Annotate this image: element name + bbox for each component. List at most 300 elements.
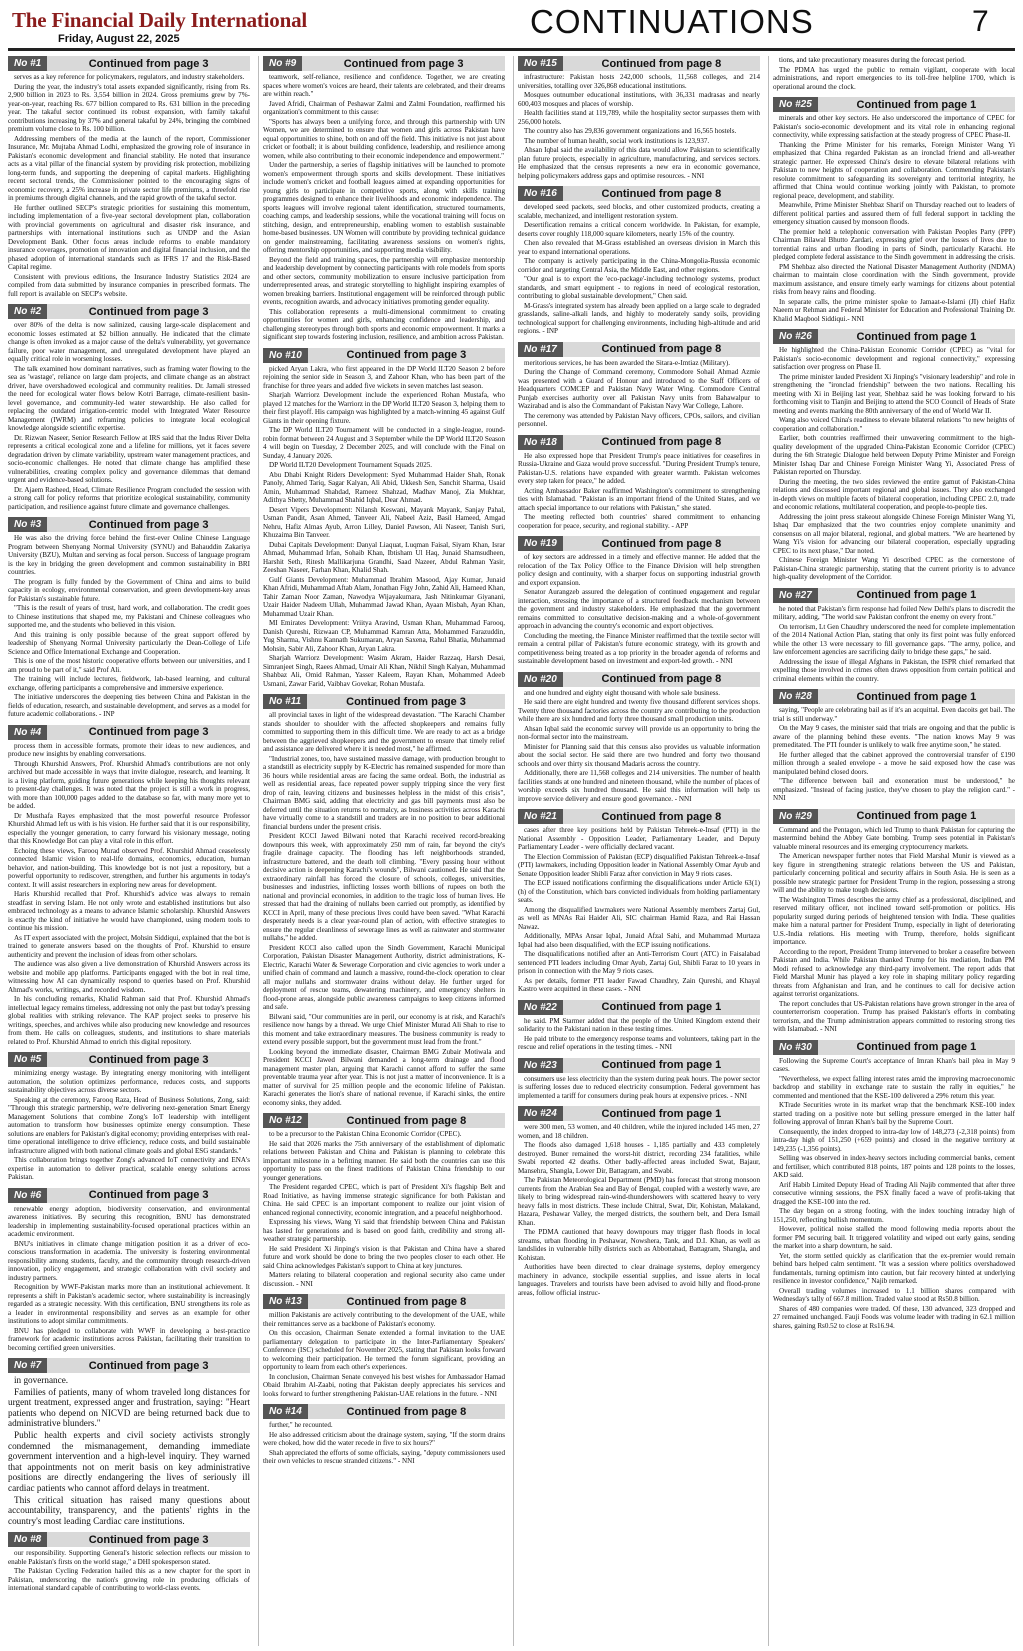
continued-from-label: Continued from page 1 (856, 810, 977, 822)
article-paragraph: He was also the driving force behind the first-ever Online Chinese Language Program between Shenyang Normal University (SYNU) and Bahauddin Zakariya University (BZU), Multan and serving as focal person. Success of language program is the key in bridging the green development and common sustainability in BRI countries. (8, 534, 250, 576)
article (263, 1113, 505, 1289)
article-paragraph: "Our goal is to export the 'eco-package'-including technology systems, product standards, and smart equipment - to regions in need of ecological restoration, contributing to global sustainable development," Chen said. (518, 275, 760, 300)
article-body (8, 742, 250, 1047)
article-paragraph: cases after three key positions held by Pakistan Tehreek-e-Insaf (PTI) in the National Assembly - Opposition Leader, Parliamentary Leader, and Deputy Parliamentary Leader - were officially declared vacant. (518, 826, 760, 851)
article-paragraph: BNU has pledged to collaborate with WWF in developing a best-practice framework for academic institutions across Pakistan, facilitating their transition to becoming certified green universities. (8, 1326, 250, 1352)
article-paragraph: In his concluding remarks, Khalid Rahman said that Prof. Khurshid Ahmad's intellectual legacy remains timeless, addressing not only the past but today's pressing global realities with striking relevance. The KAP project seeks to preserve his writings, speeches, and archives while also producing new knowledge and resources from them. He calls on colleagues, students, and institutions to share materials related to Prof. Khurshid Ahmad to enrich this digital repository. (8, 995, 250, 1046)
article-number-tag: No #17 (518, 342, 563, 357)
article-paragraph: Following the Supreme Court's acceptance of Imran Khan's bail plea in May 9 cases. (773, 1056, 1015, 1073)
article-paragraph: He said there are eight hundred and twenty five thousand different services shops. Twenty three thousand factories across the country are contributing to the production while there are six hundred and forty three thousand small production units. (518, 698, 760, 723)
article-paragraph: "This is the result of years of trust, hard work, and collaboration. The credit goes to Chinese institutions that shaped me, my Pakistani and Chinese colleagues who supported me, and the students who believed in this vision. (8, 604, 250, 629)
article-number-tag: No #18 (518, 435, 563, 450)
article-paragraph: Consistent with previous editions, the Insurance Industry Statistics 2024 are compiled from data submitted by insurance companies in prescribed formats. The full report is available on SECP's website. (8, 272, 250, 298)
article (8, 517, 250, 720)
article-header (518, 342, 760, 357)
article-paragraph: He also expressed hope that President Trump's peace initiatives for ceasefires in Russia-Ukraine and Gaza would prove successful. "During President Trump's tenure, Pakistan-U.S. relations have expanded with greater warmth. Pakistan welcomes every step taken for peace," he added. (518, 451, 760, 485)
article-number-tag: No #27 (773, 588, 818, 603)
article (518, 186, 760, 337)
article-paragraph: He further outlined SECP's strategic priorities for sustaining this momentum, including implementation of a five-year sectoral development plan, collaboration with provincial governments on agricultural and disaster risk insurance, and partnerships with international institutions such as UNDP and the Asian Development Bank. Other focus areas include reforms to enable mandatory insurance coverages, promotion of innovation and digital financial inclusion, and the phased adoption of international standards such as IFRS 17 and the Risk-Based Capital regime. (8, 203, 250, 271)
article-columns (8, 56, 1015, 1646)
continued-from-label: Continued from page 1 (856, 98, 977, 111)
article (773, 689, 1015, 804)
article-header (773, 1040, 1015, 1055)
article-paragraph: consumers use less electricity than the system during peak hours. The power sector is suffering losses due to reduced electricity consumption. Federal government has implemented a tariff for consumers during peak hours at expensive prices. - NNI (518, 1074, 760, 1100)
article-number-tag: No #15 (518, 56, 563, 71)
continued-from-label: Continued from page 3 (88, 1533, 209, 1546)
article-paragraph: Shah appreciated the efforts of some officials, saying, "deputy commissioners used their own vehicles to rescue stranded citizens." - NNI (263, 1448, 505, 1465)
article-paragraph: The PDMA cautioned that heavy downpours may trigger flash floods in local streams, urban flooding in Peshawar, Nowshera, Tank, and D.I. Khan, as well as landslides in vulnerable hilly districts such as Abbottabad, Battagram, Shangla, and Kohistan. (518, 1228, 760, 1262)
continued-from-label: Continued from page 3 (88, 57, 209, 70)
continued-from-label: Continued from page 3 (346, 695, 466, 708)
continued-from-label: Continued from page 1 (856, 690, 977, 703)
article-paragraph: Additionally, MPAs Ansar Iqbal, Junaid Afzal Sahi, and Muhammad Murtaza Iqbal had also been disqualified, with the ECP issuing notifications. (518, 932, 760, 949)
article-paragraph: Ahsan Iqbal said the economic survey will provide us an opportunity to bring the non-formal sector into the mainstream. (518, 724, 760, 741)
article-paragraph: were 300 men, 53 women, and 40 children, while the injured included 145 men, 27 women, and 18 children. (518, 1123, 760, 1140)
article-paragraph: Thanking the Prime Minister for his remarks, Foreign Minister Wang Yi emphasized that China regarded Pakistan as an ironclad friend and all-weather strategic partner. He expressed China's desire to elevate bilateral relations with Pakistan to new heights of cooperation and collaboration. Commending Pakistan's resolute commitment to safeguarding its sovereignty and territorial integrity, he affirmed that China would continue working jointly with Pakistan, to promote regional peace, development, and stability. (773, 140, 1015, 200)
article-paragraph: On this occasion, Chairman Senate extended a formal invitation to the UAE parliamentary delegation to participate in the Inter-Parliamentary Speakers' Conference (ISC) scheduled for November 2025, stating that Pakistan looks forward to welcoming their participation. He termed the forum significant, providing an opportunity to learn from each other's experiences. (263, 1329, 505, 1371)
article-number-tag: No #25 (773, 97, 818, 112)
article-paragraph: The company is actively participating in the China-Mongolia-Russia economic corridor and targeting Central Asia, the Middle East, and other regions. (518, 257, 760, 274)
article-number-tag: No #4 (8, 725, 47, 740)
article-header (8, 1358, 250, 1373)
article (263, 1294, 505, 1399)
article-number-tag: No #6 (8, 1188, 47, 1203)
article-paragraph: in governance. (14, 1375, 69, 1385)
article-paragraph: DP World ILT20 Development Tournament Squads 2025. (269, 461, 433, 469)
article-paragraph: Speaking at the ceremony, Farooq Raza, Head of Business Solutions, Zong, said: "Through this strategic partnership, we're delivering next-generation Smart Energy Management Solutions that combine Zong's IoT leadership with intelligent automation to transform how businesses optimize energy consumption. These solutions are enablers for Pakistan's digital economy; providing enterprises with real-time operational intelligence to drive efficiency, reduce costs, and build sustainable infrastructure aligned with both national climate goals and global ESG standards." (8, 1095, 250, 1155)
article-paragraph: During the Change of Command ceremony, Commodore Sohail Ahmad Azmie was presented with a Guard of Honour and introduced to the Staff Officers of Headquarters COMCEP and Pakistan Navy Water Wing. Commodore Central Punjab exercises authority over all Pakistan Navy units from Bahawalpur to Wazirabad and is also the Commandant of Pakistan Navy War College, Lahore. (518, 368, 760, 410)
article-paragraph: "Industrial zones, too, have sustained massive damage, with production brought to a standstill as electricity supply by K-Electric has remained suspended for more than 36 hours while residential areas are facing the same ordeal. Both, the industrial as well as residential areas, face repeated power supply tripping since the very first drop of rain, leaving citizens and businesses helpless in the midst of this crisis", Chairman BMG said, adding that electricity and gas bill payments must also be deferred until the situation returns to normalcy, as business activities across Karachi have virtually come to a standstill and traders are in no position to bear additional financial burdens under the present crisis. (263, 754, 505, 831)
masthead (0, 0, 1023, 48)
article-paragraph: Bilwani said, "Our communities are in peril, our economy is at risk, and Karachi's resilience now hangs by a thread. We urge Chief Minister Murad Ali Shah to rise to this moment and take extraordinary measures. The business community is ready to extend every possible support, but the government must lead from the front." (263, 1012, 505, 1046)
article-number-tag: No #22 (518, 1000, 563, 1015)
article-paragraph: over 80% of the delta is now salinized, causing large-scale displacement and economic losses estimated at $2 billion annually. He indicated that the climate change is often invoked as a major cause of the delta's vulnerability, yet governance failure, poor water management, and unregulated development have played an equally critical role in worsening losses. (8, 321, 250, 363)
article-paragraph: Mosques outnumber educational institutions, with 36,331 madrasas and nearly 600,403 mosques and places of worship. (518, 91, 760, 108)
article-number-tag: No #29 (773, 809, 818, 824)
continued-from-label: Continued from page 3 (88, 1053, 209, 1066)
article (8, 725, 250, 1048)
column-1 (8, 56, 250, 1646)
article-header (263, 1294, 505, 1309)
article (8, 56, 250, 299)
article-paragraph: minerals and other key sectors. He also underscored the importance of CPEC for Pakistan's socio-economic development and its vital role in enhancing regional connectivity, while expressing satisfaction at the steady progress of CPEC Phase-II. (773, 114, 1015, 139)
article-number-tag: No #2 (8, 304, 47, 319)
article-header (773, 809, 1015, 824)
continued-from-label: Continued from page 1 (601, 1059, 722, 1071)
article-number-tag: No #13 (263, 1294, 308, 1309)
article-paragraph: This collaboration represents a multi-dimensional commitment to creating opportunities for women and girls, enhancing confidence and leadership, and challenging stereotypes through both sports and economic empowerment. It marks a significant step towards fostering inclusion, resilience, and ambition across Pakistan. (263, 307, 505, 341)
article-header (263, 56, 505, 71)
article-paragraph: Yet, the storm settled quickly as clarification that the ex-premier would remain behind bars helped calm sentiment. "It was a session where politics overshadowed fundamentals, turning optimism into caution, but fair recovery hinted at underlying resilience in investor confidence," Najib remarked. (773, 1251, 1015, 1285)
article-paragraph: In conclusion, Chairman Senate conveyed his best wishes for Ambassador Hamad Obaid Ibrahim Al-Zaabi, noting that Pakistan deeply appreciates his services and looks forward to further strengthening Pakistan-UAE relations in the future. - NNI (263, 1372, 505, 1398)
article-body (518, 1075, 760, 1101)
article-body (773, 826, 1015, 1034)
article-paragraph: Shares of 480 companies were traded. Of these, 130 advanced, 323 dropped and 27 remained unchanged. Fauji Foods was volume leader with trading in 62.1 million shares, gaining Rs0.52 to close at Rs16.94. (773, 1304, 1015, 1330)
article-paragraph: infrastructure: Pakistan hosts 242,000 schools, 11,568 colleges, and 214 universities, totalling over 326,868 educational institutions. (518, 73, 760, 90)
article-paragraph: Javed Afridi, Chairman of Peshawar Zalmi and Zalmi Foundation, reaffirmed his organization's commitment to this cause: (263, 99, 505, 116)
article-header (263, 348, 505, 363)
article (518, 809, 760, 995)
article-paragraph: He further alleged that the cabinet approved the controversial transfer of £190 million through a sealed envelope - a move he said exposed how the case was manipulated behind closed doors. (773, 750, 1015, 776)
article-paragraph: minimizing energy wastage. By integrating energy monitoring with intelligent automation, the solution optimizes performance, reduces costs, and supports sustainability objectives across diverse sectors. (8, 1069, 250, 1094)
article (8, 1188, 250, 1354)
article-body (8, 1205, 250, 1353)
article-header (8, 725, 250, 740)
article-paragraph: Echoing these views, Farooq Murad observed Prof. Khurshid Ahmad ceaselessly connected Islamic vision to real-life domains, economics, education, human behavior, and nation-building. This knowledge bot is not just a repository, but a powerful opportunity to rediscover, strengthen, and further his arguments in today's context. It will assist researchers in exploring new areas for development. (8, 846, 250, 889)
article-paragraph: Chen also revealed that M-Grass established an overseas division in March this year to expand international operations. (518, 239, 760, 256)
article-paragraph: Addressing the joint press stakeout alongside Chinese Foreign Minister Wang Yi, Ishaq Dar emphasized that the two countries enjoy complete unanimity and consensus on all major bilateral, regional, and global matters. "We are heartened by Wang Yi's vision for advancing our bilateral cooperation, especially upgrading CPEC to its next phase," Dar noted. (773, 512, 1015, 555)
article-paragraph: renewable energy adoption, biodiversity conservation, and environmental awareness initiatives. By securing this recognition, BNU has demonstrated leadership in implementing sustainability-focused operational practices within an academic environment. (8, 1204, 250, 1238)
continued-from-label: Continued from page 1 (601, 1001, 722, 1013)
article-paragraph: On terrorism, Lt Gen Chaudhry underscored the need for complete implementation of the 2014 National Action Plan, stating that only its first point was fully enforced while the other 13 were necessary to fill governance gaps. "The army, police, and law enforcement agencies are sacrificing daily to bridge these gaps," he said. (773, 622, 1015, 656)
article-paragraph: Dubai Capitals Development: Danyal Liaquat, Luqman Faisal, Siyam Khan, Israr Ahmad, Muhammad Irfan, Sohaib Khan, Ibtisham Ul Haq, Junaid Shamsudheen, Harshit Seth, Ritesh Mallikarjuna Grandhi, Saad Nazeer, Abdul Rahman Yasir, Zeeshan Naseer, Farhan Khan, Khalid Shah. (263, 540, 505, 574)
article-paragraph: MI Emirates Development: Vriitya Aravind, Usman Khan, Muhammad Farooq, Danish Qureshi, Rizwaan CP, Muhammad Kamran Atta, Mohammed Farazuddin, Yug Sharma, Vishnu Kannath Sukumaran, Aryan Saxena, Rahul Bhatia, Muhammad Mohsin, Sabir Ali, Zahoor Khan, Aryan Lakra. (263, 619, 505, 653)
article-number-tag: No #24 (518, 1106, 563, 1121)
article-body (773, 706, 1015, 803)
continued-from-label: Continued from page 8 (601, 810, 722, 823)
article-header (518, 809, 760, 824)
article-paragraph: As IT expert associated with the project, Mohsin Siddiqui, explained that the bot is trained to generate answers based on the thoughts of Prof. Khurshid to ensure authenticity and prevent the inclusion of ideas from other scholars. (8, 933, 250, 959)
continued-from-label: Continued from page 8 (601, 343, 722, 355)
article-paragraph: Looking beyond the immediate disaster, Chairman BMG Zubair Motiwala and President KCCI Jawed Bilwani demanded a long-term drainage and flood management master plan, arguing that Karachi cannot afford to suffer the same preventable trauma year after year. This is not just a matter of inconvenience. It is a matter of survival for 25 million people and the economic lifeline of Pakistan. Karachi generates the lion's share of national revenue, if Karachi sinks, the entire economy sinks, they added. (263, 1047, 505, 1107)
article-paragraph: This is one of the most historic cooperative efforts between our universities, and I am proud to be part of it," said Prof Ali. (8, 657, 250, 674)
article-paragraph: According to the report, President Trump intervened to broker a ceasefire between Pakistan and India. While Pakistan thanked Trump for his mediation, Indian PM Modi refused to acknowledge any third-party involvement. The report adds that Field Marshal Munir has played a key role in shaping military policy regarding threats from Afghanistan and Iran, and he continues to call for decisive action against terrorist organizations. (773, 947, 1015, 998)
continued-from-label: Continued from page 3 (88, 726, 209, 738)
article-paragraph: Additionally, there are 11,568 colleges and 214 universities. The number of health facilities stands at one hundred and nineteen thousand, while the number of places of worship exceeds six hundred thousand. He said this information will help us improve service delivery and ensure good governance. - NNI (518, 769, 760, 803)
masthead-rule (8, 48, 1015, 51)
column-3 (513, 56, 760, 1646)
article-paragraph: Through Khurshid Answers, Prof. Khurshid Ahmad's contributions are not only archived but made accessible in ways that invite dialogue, research, and learning. It is a living platform, guiding future generations while keeping his thoughts relevant to present-day challenges. It was noted that the project is still a work in progress, with more than 100,000 pages added to the database so far, with many more yet to be added. (8, 759, 250, 810)
article-body (518, 689, 760, 804)
article-paragraph: The report concludes that US-Pakistan relations have grown stronger in the area of counterterrorism cooperation. Trump has praised Pakistan's efforts in combating terrorism, and the Trump administration appears committed to restoring strong ties with Islamabad. - NNI (773, 999, 1015, 1033)
article-header (8, 56, 250, 71)
article-header (518, 1000, 760, 1015)
article-body (263, 1311, 505, 1398)
article-paragraph: He also addressed criticism about the drainage system, saying, "If the storm drains were choked, how did the water recede in five to six hours?" (263, 1430, 505, 1447)
article-paragraph: Matters relating to bilateral cooperation and regional security also came under discussion. - NNI (263, 1271, 505, 1288)
article-header (518, 186, 760, 201)
article-number-tag: No #1 (8, 56, 47, 71)
article-paragraph: The country also has 29,836 government organizations and 16,565 hostels. (524, 127, 737, 135)
article-number-tag: No #23 (518, 1058, 563, 1073)
article-paragraph: However, political noise stalled the mood following media reports about the former PM securing bail. It triggered volatility and wiped out early gains, sending the market into a sharp downturn, he said. (773, 1225, 1015, 1250)
article-body (518, 826, 760, 994)
article-body (518, 203, 760, 336)
article (518, 536, 760, 667)
article-number-tag: No #8 (8, 1532, 47, 1547)
continued-from-label: Continued from page 8 (601, 187, 722, 200)
article-number-tag: No #28 (773, 689, 818, 704)
article-paragraph: Wang also voiced China's readiness to elevate bilateral relations "to new heights of cooperation and collaboration." (773, 416, 1015, 433)
article-header (518, 1058, 760, 1073)
article-header (773, 329, 1015, 344)
article-paragraph: Consequently, the index dropped to intra-day low of 148,273 (-2,318 points) from intra-day high of 151,250 (+659 points) and closed in the negative territory at 149,235 (-1,356 points). (773, 1127, 1015, 1153)
article-paragraph: The floods also damaged 1,618 houses - 1,185 partially and 433 completely destroyed. Buner remained the worst-hit district, recording 234 fatalities, while Swabi reported 42 deaths. Other badly-affected areas included Swat, Bajaur, Mansehra, Shangla, Lower Dir, Battagram, and Swabi. (518, 1141, 760, 1175)
article-paragraph: tions, and take precautionary measures during the forecast period. (779, 56, 966, 64)
article-number-tag: No #21 (518, 809, 563, 824)
continued-from-label: Continued from page 8 (346, 1295, 467, 1308)
article (8, 1532, 250, 1594)
article-header (518, 672, 760, 687)
article-paragraph: And this training is only possible because of the great support offered by leadership of Shenyang Normal University particularly the Dean-College of Life Science and Office International Exchange and Cooperation. (8, 630, 250, 656)
article (518, 672, 760, 805)
article-body (518, 452, 760, 531)
article-paragraph: The PDMA has urged the public to remain vigilant, cooperate with local administrations, and report emergencies to its toll-free helpline 1700, which is operational around the clock. (773, 65, 1015, 91)
article (263, 348, 505, 690)
article-paragraph: As per details, former PTI leader Fawad Chaudhry, Zain Qureshi, and Khayal Kastro were acquitted in these cases. - NNI (518, 976, 760, 993)
continued-from-label: Continued from page 3 (346, 349, 467, 361)
article-paragraph: all provincial taxes in light of the widespread devastation. "The Karachi Chamber stands shoulder to shoulder with the affected shopkeepers and remains fully committed to supporting them in this difficult time. We are ready to act as a bridge between the aggrieved shopkeepers and the government to ensure that timely relief and assistance are delivered where it is needed most," he affirmed. (263, 711, 505, 753)
article-header (518, 1106, 760, 1121)
article-paragraph: KTrade Securities wrote in its market wrap that the benchmark KSE-100 index started trading on a positive note but selling pressure emerged in the latter half following approval of Imran Khan's bail by the Supreme Court. (773, 1101, 1015, 1126)
article-header (8, 517, 250, 532)
article (518, 56, 760, 181)
article-number-tag: No #26 (773, 329, 818, 344)
article-header (518, 56, 760, 71)
article (263, 694, 505, 1108)
article-number-tag: No #3 (8, 517, 47, 532)
article-paragraph: Senator Aurangzeb assured the delegation of continued engagement and regular interaction, stressing the importance of a structured feedback mechanism between the government and industry stakeholders. He emphasized that the government remains committed to consultative decision-making and a whole-of-government approach in advancing the country's economic and export objectives. (518, 588, 760, 630)
article-paragraph: This collaboration brings together Zong's advanced IoT connectivity and ENA's expertise in automation to deliver practical, scalable energy solutions across Pakistan. (8, 1156, 250, 1181)
article-paragraph: The audience was also given a live demonstration of Khurshid Answers across its website and mobile app platforms. Participants engaged with the bot in real time, witnessing how AI can dynamically respond to queries based on Prof. Khurshid Ahmad's works, writings, and recorded wisdom. (8, 960, 250, 994)
article-body (8, 1549, 250, 1593)
continued-from-label: Continued from page 3 (343, 57, 464, 70)
article-paragraph: he noted that Pakistan's firm response had foiled New Delhi's plans to discredit the military, adding, "The world saw Pakistan confront the enemy on every front." (773, 604, 1015, 621)
article-paragraph: During the year, the industry's total assets expanded significantly, rising from Rs. 2,900 billion in 2023 to Rs. 3,554 billion in 2024. Gross premiums grew by 7%-year-on-year, reaching Rs. 677 billion compared to Rs. 631 billion in the preceding year. The takaful sector continued its robust expansion, with family takaful contributions increasing by 37% and general takaful by 24%, bringing the combined premium volume close to Rs. 100 billion. (8, 82, 250, 133)
article-body (263, 1421, 505, 1466)
article-body (518, 73, 760, 180)
article-header (8, 1532, 250, 1547)
newspaper-brand: The Financial Daily International (12, 8, 308, 32)
article-paragraph: million Pakistanis are actively contributing to the development of the UAE, while their remittances serve as a backbone of Pakistan's economy. (263, 1311, 505, 1328)
article-paragraph: Haris Khurshid recalled that Prof. Khurshid's advice was always to remain steadfast in serving Islam. He not only wrote and established institutions but also embraced technology as a means to advance Islamic scholarship. Khurshid Answers is exactly the kind of initiative he would have championed, using modern tools to continue his mission. (8, 890, 250, 932)
article-paragraph: Dr. Rizwan Naseer, Senior Research Fellow at IRS said that the Indus River Delta represents a critical ecological zone and a lifeline for millions, yet it faces severe degradation driven by climate variability, upstream water management practices, and socio-economic challenges. He noted that climate change has amplified these vulnerabilities, creating complex policy and governance dilemmas that demand urgent and evidence-based solutions. (8, 433, 250, 484)
continued-from-label: Continued from page 3 (88, 1189, 209, 1201)
article-paragraph: The talk examined how dominant narratives, such as framing water flowing to the sea as 'wastage', reliance on large dam projects, and climate change as an abstract driver, have overshadowed ecological and community realities. Dr. Jamali stressed the need for ecological water flows below Kotri Barrage, climate-resilient basin-level governance, and community-led water stewardship. He also called for replacing the outdated irrigation-centric model with Integrated Water Resource Management (IWRM) and reframing policies to integrate local ecological knowledge alongside scientific expertise. (8, 364, 250, 432)
article-paragraph: President KCCI Jawed Bilwani noted that Karachi received record-breaking downpours this week, with approximately 250 mm of rain, far beyond the city's fragile drainage capacity. The flooding has left neighborhoods stranded, infrastructure battered, and the death toll climbing. "Every passing hour without decisive action is deepening Karachi's wounds", Bilwani cautioned. He said that the extraordinary rainfall has forced the closure of schools, colleges, universities, businesses and industries, inflicting losses worth billions of rupees on both the national and provincial economies, in addition to the tragic loss of human lives. He stressed that had the draining of nullahs been carried out promptly, as identified by KCCI in April, many of these precious lives could have been saved. "What Karachi desperately needs is a clear year-round plan of action, with effective strategies to ensure the regular cleanliness of sewerage lines as well as rainwater and stormwater nullahs," he added. (263, 832, 505, 942)
article-body (518, 553, 760, 666)
article-paragraph: The premier held a telephonic conversation with Pakistan Peoples Party (PPP) Chairman Bilawal Bhutto Zardari, expressing grief over the losses of lives due to torrential rains and urban flooding in parts of Sindh, particularly Karachi. He pledged complete federal assistance to the Sindh government in addressing the crisis. (773, 227, 1015, 261)
article-number-tag: No #5 (8, 1052, 47, 1067)
article-paragraph: Families of patients, many of whom traveled long distances for urgent treatment, expressed anger and frustration, saying: "Heart patients who depend on NICVD are being returned back due to administrative blunders." (8, 1386, 250, 1429)
article-paragraph: and one hundred and eighty eight thousand with whole sale business. (524, 688, 721, 697)
article (518, 435, 760, 532)
article-paragraph: Public health experts and civil society activists strongly condemned the mismanagement, demanding immediate government intervention and a high-level inquiry. They warned that appointments not on merit basis on key administrative positions are directly endangering the lives of seriously ill cardiac patients who cannot afford delays in treatment. (8, 1429, 250, 1493)
article-paragraph: The ceremony was attended by Pakistan Navy officers, CPOs, sailors, and civilian personnel. (518, 411, 760, 428)
article-paragraph: BNU's initiatives in climate change mitigation position it as a driver of eco-conscious transformation in academia. The university is fostering environmental responsibility among students, faculty, and the community through research-driven innovation, policy engagement, and strategic collaboration with civil society and industry partners. (8, 1239, 250, 1282)
article-header (8, 1052, 250, 1067)
article (8, 304, 250, 512)
continued-from-label: Continued from page 8 (346, 1405, 467, 1418)
article (773, 588, 1015, 685)
article-paragraph: Desertification remains a critical concern worldwide. In Pakistan, for example, deserts cover roughly 118,000 square kilometers, nearly 15% of the country. (518, 221, 760, 238)
continued-from-label: Continued from page 1 (856, 330, 977, 343)
article-paragraph: Addressing the issue of illegal Afghans in Pakistan, the ISPR chief remarked that expelling those involved in crimes often draws opposition from certain political and criminal elements within the country. (773, 657, 1015, 683)
article-paragraph: The prime minister lauded President Xi Jinping's "visionary leadership" and role in strengthening the "ironclad friendship" between the two nations. Recalling his meeting with Xi in Beijing last year, Shehbaz said he was looking forward to his forthcoming visit to Tianjin and Beijing to attend the SCO Council of Heads of State meeting and events marking the 80th anniversary of the end of World War II. (773, 372, 1015, 415)
article (263, 1404, 505, 1467)
article-paragraph: The DP World ILT20 Tournament will be conducted in a single-league, round-robin format between 24 August and 3 September while the DP World ILT20 Season 4 will begin on Tuesday, 2 December 2025, and will conclude with the Final on Sunday, 4 January 2026. (263, 426, 505, 460)
article-paragraph: Selling was observed in index-heavy sectors including commercial banks, cement and fertiliser, which contributed 818 points, 187 points and 128 points to the losses, AKD said. (773, 1154, 1015, 1179)
article-paragraph: "Nevertheless, we expect falling interest rates amid the improving macroeconomic backdrop and stability in exchange rate to sustain the rally in equities," he commented and mentioned that the KSE-100 delivered a 29% return this year. (773, 1074, 1015, 1100)
page-number: 7 (972, 5, 989, 38)
article-header (773, 97, 1015, 112)
article-paragraph: The President regarded CPEC, which is part of President Xi's flagship Belt and Road Initiative, as having immense strategic significance for both Pakistan and China. He said CPEC is an important component to realize our joint vision of enhanced regional connectivity, economic integration, and a peaceful neighborhood. (263, 1183, 505, 1217)
article-paragraph: He highlighted the China-Pakistan Economic Corridor (CPEC) as "vital for Pakistan's socio-economic development and regional connectivity," expressing satisfaction over progress on Phase II. (773, 346, 1015, 371)
article (518, 1000, 760, 1053)
article (773, 809, 1015, 1035)
continued-from-label: Continued from page 1 (856, 589, 977, 601)
article-number-tag: No #19 (518, 536, 563, 551)
article-paragraph: Sharjah Warriorz Development: Wasim Akram, Haider Razzaq, Harsh Desai, Simranjeet Singh, Raees Ahmad, Umair Ali Khan, Nikhil Singh Kalyan, Muhammad Shahbaz Ali, Omid Rahman, Yasser Kaleem, Rayan Khan, Mohammed Adeeb Usmani, Zawar Farid, Vaibhav Govekar, Rohan Mustafa. (263, 654, 505, 688)
article-number-tag: No #11 (263, 694, 307, 709)
article-paragraph: The ECP issued notifications confirming the disqualifications under Article 63(1)(h) of the Constitution, which bars convicted individuals from holding parliamentary seats. (518, 879, 760, 904)
article-paragraph: On the May 9 cases, the minister said that trials are ongoing and that the public is aware of the planning behind these events. "The nation knows May 9 was premeditated. The PTI founder is unlikely to walk free anytime soon," he stated. (773, 724, 1015, 749)
article (518, 1106, 760, 1298)
article-paragraph: picked Aryan Lakra, who first appeared in the DP World ILT20 Season 2 before rejoining the senior side in Season 3, and Zahoor Khan, who has been part of the franchise for three years and added five wickets in seven matches last season. (263, 364, 505, 390)
article-paragraph: our responsibility. Supporting General's historic selection reflects our mission to enable Pakistan's firsts on the world stage," a DHI spokesperson stated. (8, 1549, 250, 1566)
article-paragraph: Minister for Planning said that this census also provides us valuable information about the social sector. He said there are two hundred and forty two thousand schools and over thirty six thousand Madaris across the country. (518, 742, 760, 768)
continued-from-label: Continued from page 3 (88, 305, 209, 318)
article-number-tag: No #7 (8, 1358, 47, 1373)
article-number-tag: No #14 (263, 1404, 308, 1419)
section-title: CONTINUATIONS (530, 3, 814, 40)
article-header (518, 536, 760, 551)
article (773, 329, 1015, 583)
article (518, 1058, 760, 1102)
article-paragraph: "Sports has always been a unifying force, and through this partnership with UN Women, we are determined to ensure that women and girls across Pakistan have equal opportunities to shine, both on and off the field. This initiative is not just about cricket or football; it is about building confidence, leadership, and resilience among women, while also contributing to their economic independence and empowerment." (263, 117, 505, 160)
article-paragraph: Arif Habib Limited Deputy Head of Trading Ali Najib commented that after three consecutive winning sessions, the PSX finally faced a wave of profit-taking that dragged the KSE-100 into the red. (773, 1180, 1015, 1206)
article (263, 56, 505, 343)
article-paragraph: Desert Vipers Development: Nilansh Keswani, Mayank Mayank, Sanjay Pahal, Usman Pandit, Asan Ahmed, Tanveer Ali, Nabeel Aziz, Basil Hameed, Amgad Nehru, Hafiz Almas Ayub, Arron Lilley, Daniel Pawson, Ali Naseer, Tanish Suri, Khuzaima Bin Tanveer. (263, 505, 505, 539)
continued-from-label: Continued from page 8 (601, 673, 722, 685)
article-paragraph: of key sectors are addressed in a timely and effective manner. He added that the relocation of the Tax Policy Office to the Finance Division will help strengthen policy design and continuity, with a sharper focus on supporting industrial growth and export expansion. (518, 553, 760, 587)
article-paragraph: The American newspaper further notes that Field Marshal Munir is viewed as a key figure in strengthening strategic relations between the US and Pakistan, particularly concerning political and security affairs in South Asia. He is seen as a possible new strategic partner for President Trump in the region, possessing a strong will and the ability to make tough decisions. (773, 852, 1015, 894)
article-body (8, 1375, 250, 1526)
article-paragraph: Dr. Ajaem Rasheed, Head, Climate Resilience Program concluded the session with a strong call for policy reforms that prioritize ecological sustainability, community participation, and resilience against future climate and governance challenges. (8, 485, 250, 511)
article-paragraph: further," he recounted. (269, 1421, 333, 1429)
article-paragraph: saying, "People are celebrating bail as if it's an acquittal. Even dacoits get bail. The trial is still underway." (773, 706, 1015, 723)
article-paragraph: process them in accessible formats, promote their ideas to new audiences, and produce new insights by enabling conversations. (8, 741, 250, 758)
continued-from-label: Continued from page 8 (601, 436, 722, 448)
article-body (773, 605, 1015, 684)
article-paragraph: Ahsan Iqbal said the availability of this data would allow Pakistan to scientifically plan future projects, especially in agriculture, manufacturing, and services sectors. He emphasized that the census represents a new era in economic governance, helping policymakers address gaps and optimise resources. - NNI (518, 146, 760, 180)
article (518, 342, 760, 430)
article-paragraph: The meeting reflected both countries' shared commitment to enhancing cooperation for peace, security, and regional stability. - APP (518, 513, 760, 530)
article-paragraph: to be a precursor to the Pakistan China Economic Corridor (CPEC). (269, 1130, 462, 1138)
article-paragraph: Overall trading volumes increased to 1.1 billion shares compared with Wednesday's tally of 667.8 million. Traded value stood at Rs50.8 billion. (773, 1286, 1015, 1303)
article-header (8, 1188, 250, 1203)
article-paragraph: In separate calls, the prime minister spoke to Jamaat-e-Islami (JI) chief Hafiz Naeem ur Rehman and Federal Minister for Education and Professional Training Dr. Khalid Maqbool Siddiqui.- NNI (773, 297, 1015, 323)
article-paragraph: Abu Dhabi Knight Riders Development: Syed Muhammad Haider Shah, Ronak Panoly, Ahmed Tariq, Sagar Kalyan, Ali Abid, Ukkesh Sen, Sanchit Sharma, Usaid Amin, Muhammad Shahdad, Rameez Shahzad, Madhav Manoj, Zia Mukhtar, Adithya Shetty, Muhammad Shahid Iqbal, Dear Ahmad. (263, 470, 505, 504)
continued-from-label: Continued from page 8 (346, 1114, 467, 1127)
article-paragraph: Recognition by WWF-Pakistan marks more than an institutional achievement. It represents a shift in Pakistan's academic sector, where sustainability is increasingly regarded as a strategic necessity. With this certification, BNU strengthens its role as a leader in environmental responsibility and serves as an example for other institutions to adopt similar commitments. (8, 1283, 250, 1325)
article-paragraph: The Pakistan Cycling Federation hailed this as a new chapter for the sport in Pakistan, underscoring the nation's growing role in producing officials of international standard capable of contributing to world-class events. (8, 1567, 250, 1593)
article-paragraph: Acting Ambassador Baker reaffirmed Washington's commitment to strengthening ties with Islamabad. "Pakistan is an important friend of the United States, and we attach special importance to our relations with Pakistan," she stated. (518, 486, 760, 512)
article-body (773, 346, 1015, 582)
article (8, 1052, 250, 1183)
article-body (263, 1130, 505, 1288)
article-body (518, 359, 760, 429)
article-paragraph: This critical situation has raised many questions about accountability, transparency, and the patients' rights in the country's most leading Cardiac care institutions. (8, 1494, 250, 1526)
article-body (518, 1017, 760, 1052)
article-paragraph: Health facilities stand at 119,789, while the hospitality sector surpasses them with 256,000 hotels. (518, 109, 760, 126)
article-paragraph: Meanwhile, Prime Minister Shehbaz Sharif on Thursday reached out to leaders of different political parties and assured them of full federal support in tackling the emergency situation caused by monsoon floods. (773, 201, 1015, 226)
article-paragraph: Gulf Giants Development: Muhammad Ibrahim Masood, Ajay Kumar, Junaid Khan Afridi, Muhammad Aftab Alam, Jonathan Figy John, Zahid Ali, Hameed Khan, Tahir Zaman Noor Zaman, Nawodya Wijayakumara, Jash Nitinkumar Giyanani, Uzair Haider Nadeem Ullah, Muhammad Jawad Khan, Ayaan Misbah, Ayan Khan, Muhammad Uzair Khan. (263, 575, 505, 618)
article-paragraph: Earlier, both countries reaffirmed their unwavering commitment to the high-quality development of the upgraded China-Pakistan Economic Corridor (CPEC) during the 6th Strategic Dialogue held between Deputy Prime Minister and Foreign Minister Ishaq Dar and Chinese Foreign Minister Wang Yi, Associated Press of Pakistan reported on Thursday. (773, 434, 1015, 476)
article-header (518, 435, 760, 450)
article-body (773, 1057, 1015, 1331)
continued-from-label: Continued from page 1 (601, 1107, 722, 1120)
article-body (263, 711, 505, 1107)
article-paragraph: The number of human health, social work institutions is 123,937. (524, 136, 710, 145)
article-body (773, 114, 1015, 323)
article-paragraph: The training will include lectures, fieldwork, lab-based learning, and cultural exchange, offering participants a comprehensive and immersive experience. (8, 675, 250, 692)
article-paragraph: developed seed packets, seed blocks, and other customized products, creating a scalable, mechanized, and intelligent restoration system. (518, 203, 760, 220)
article-header (8, 304, 250, 319)
article-paragraph: Beyond the field and training spaces, the partnership will emphasize mentorship and leadership development by connecting participants with role models from sports and other sectors, community mobilization to ensure inclusive participation from underrepresented areas, and strategic storytelling to highlight inspiring examples of women breaking barriers. Institutional engagement will be reinforced through public events, recognition awards, and advocacy initiatives promoting gender equality. (263, 255, 505, 306)
article-paragraph: The disqualifications notified after an Anti-Terrorism Court (ATC) in Faisalabad sentenced PTI leaders including Omar Ayub, Zartaj Gul, Shibli Faraz to 10 years in prison in connection with the May 9 riots cases. (518, 950, 760, 975)
article-header (773, 689, 1015, 704)
article-paragraph: President KCCI also called upon the Sindh Government, Karachi Municipal Corporation, Pakistan Disaster Management Authority, district administrations, K-Electric, Karachi Water & Sewerage Corporation and civic agencies to work under a unified chain of command and launch a massive, round-the-clock operation to clear all major nullahs and stormwater drains without delay. He further urged for deployment of rescue teams, dewatering machinery, and emergency shelters in flood-prone areas, alongside public awareness campaigns to keep citizens informed and safe. (263, 943, 505, 1011)
article-paragraph: PM Shehbaz also directed the National Disaster Management Authority (NDMA) chairman to maintain close coordination with the Sindh government, provide maximum assistance, and ensure timely early warnings for citizens about potential risks from heavy rains and flooding. (773, 262, 1015, 296)
article-paragraph: Under the partnership, a series of flagship initiatives will be launched to promote women's empowerment through sports and skills development. These initiatives include women's cricket and football leagues aimed at expanding opportunities for young girls to participate in competitive sports, along with skills training programmes designed to enhance their livelihoods and economic independence. The sports leagues will involve regional talent identification, structured tournaments, coaching camps, and leadership sessions, while the vocational training will focus on stitching, design, and entrepreneurship, enabling women to establish sustainable home-based businesses. UN Women will contribute by providing technical guidance on gender mainstreaming, facilitating awareness sessions on women's rights, offering mentorship opportunities, and supporting media visibility. (263, 161, 505, 254)
column-4 (768, 56, 1015, 1646)
article-body (8, 73, 250, 298)
article-paragraph: The program is fully funded by the Government of China and aims to build capacity in ecology, environmental conservation, and green development-key areas for Pakistan's sustainable future. (8, 577, 250, 603)
continued-from-label: Continued from page 8 (601, 537, 722, 550)
article-header (263, 1113, 505, 1128)
issue-date: Friday, August 22, 2025 (58, 33, 180, 45)
article-number-tag: No #20 (518, 672, 563, 687)
article-paragraph: serves as a key reference for policymakers, regulators, and industry stakeholders. (14, 73, 245, 81)
article-body (8, 1069, 250, 1182)
article-paragraph: He said President Xi Jinping's vision is that Pakistan and China have a shared future and work should be done to bring the two peoples closer to each other. He said China acknowledges Pakistan's support to China at key junctures. (263, 1244, 505, 1270)
article-number-tag: No #12 (263, 1113, 308, 1128)
article-paragraph: "The difference between bail and exoneration must be understood," he emphasized. "Instead of facing justice, they've chosen to play the religion card." - NNI (773, 777, 1015, 802)
article-paragraph: Dr Musthafa Rayes emphasized that the most powerful resource Professor Khurshid Ahmad left us with is his vision. He further said that it is our responsibility, especially the younger generation, to carry forward his visionary message, noting that this Knowledge Bot can play a vital role in this effort. (8, 811, 250, 845)
article-paragraph: Among the disqualified lawmakers were National Assembly members Zartaj Gul, as well as MNAs Rai Haider Ali, SIC chairman Hamid Raza, and Rai Hassan Nawaz. (518, 905, 760, 931)
article (773, 1040, 1015, 1332)
article-body (8, 534, 250, 719)
article-paragraph: M-Grass's integrated system has already been applied on a large scale to degraded grasslands, saline-alkali lands, and highly to moderately sandy soils, providing technological support for challenging environments, including high-altitude and arid regions. - INP (518, 301, 760, 335)
article-paragraph: He paid tribute to the emergency response teams and volunteers, taking part in the rescue and relief operations in the testing times. - NNI (518, 1034, 760, 1051)
article-paragraph: he said. PM Starmer added that the people of the United Kingdom extend their solidarity to the Pakistani nation in these testing times. (518, 1016, 760, 1033)
article-paragraph: The day began on a strong footing, with the index touching intraday high of 151,250, reflecting bullish momentum. (773, 1207, 1015, 1224)
article (773, 56, 1015, 92)
continued-from-label: Continued from page 1 (856, 1041, 977, 1053)
article-paragraph: The initiative underscores the deepening ties between China and Pakistan in the fields of education, research, and sustainable development, and serves as a model for future academic collaborations. - INP (8, 693, 250, 718)
article-number-tag: No #30 (773, 1040, 818, 1055)
article-paragraph: Sharjah Warriorz Development include the experienced Rohan Mustafa, who played 12 matches for the Warriorz in the DP World ILT20 Season 3, helping them to their first playoff. His campaign was highlighted by a match-winning 45 against Gulf Giants in their opening fixture. (263, 391, 505, 425)
article-header (773, 588, 1015, 603)
article-body (773, 56, 1015, 91)
article-paragraph: The Election Commission of Pakistan (ECP) disqualified Pakistan Tehreek-e-Insaf (PTI) lawmakers, including Opposition leader in National Assembly Omar Ayub and Senate Opposition leader Shibli Faraz after conviction in May 9 riots cases. (518, 852, 760, 878)
article-paragraph: Expressing his views, Wang Yi said that friendship between China and Pakistan has lasted for generations and is based on good faith, credibility and strong all-weather strategic partnership. (263, 1218, 505, 1243)
article-header (263, 1404, 505, 1419)
article (8, 1358, 250, 1527)
article-paragraph: The Washington Times describes the army chief as a professional, disciplined, and reserved military officer, not inclined toward self-promotion or politics. His popularity surged during periods of heightened tension with India. These qualities make him a natural partner for President Trump, especially in light of deteriorating U.S.-India relations. His meeting with Trump, therefore, holds significant importance. (773, 895, 1015, 946)
column-2 (258, 56, 505, 1646)
article-paragraph: Chinese Foreign Minister Wang Yi described CPEC as the cornerstone of Pakistan-China strategic partnership, stating that the current priority is to advance high-quality development of the Corridor. (773, 556, 1015, 581)
continued-from-label: Continued from page 8 (601, 57, 722, 70)
article-body (8, 321, 250, 511)
article-body (263, 73, 505, 342)
article-paragraph: Addressing members of the media at the launch of the report, Commissioner Insurance, Mr. Mujtaba Ahmad Lodhi, emphasized the growing role of insurance in Pakistan's economic development and financial stability. He noted that insurance acts as a vital pillar of the financial system by providing risk protection, mobilizing long-term funds, and supporting the deepening of capital markets. Highlighting recent sectoral trends, the Commissioner pointed to the encouraging signs of economic recovery, a 25% increase in private sector life premiums, a threefold rise in premiums through digital channels, and the rapid growth of the takaful sector. (8, 134, 250, 202)
article-paragraph: He said that 2026 marks the 75th anniversary of the establishment of diplomatic relations between Pakistan and China and Pakistan is planning to celebrate this important milestone in a befitting manner. He said both the countries can use this opportunity to pass on the finest traditions of Pakistan China friendship to our younger generations. (263, 1139, 505, 1182)
continued-from-label: Continued from page 3 (88, 1359, 209, 1372)
article-number-tag: No #10 (263, 348, 308, 363)
article-body (518, 1123, 760, 1297)
